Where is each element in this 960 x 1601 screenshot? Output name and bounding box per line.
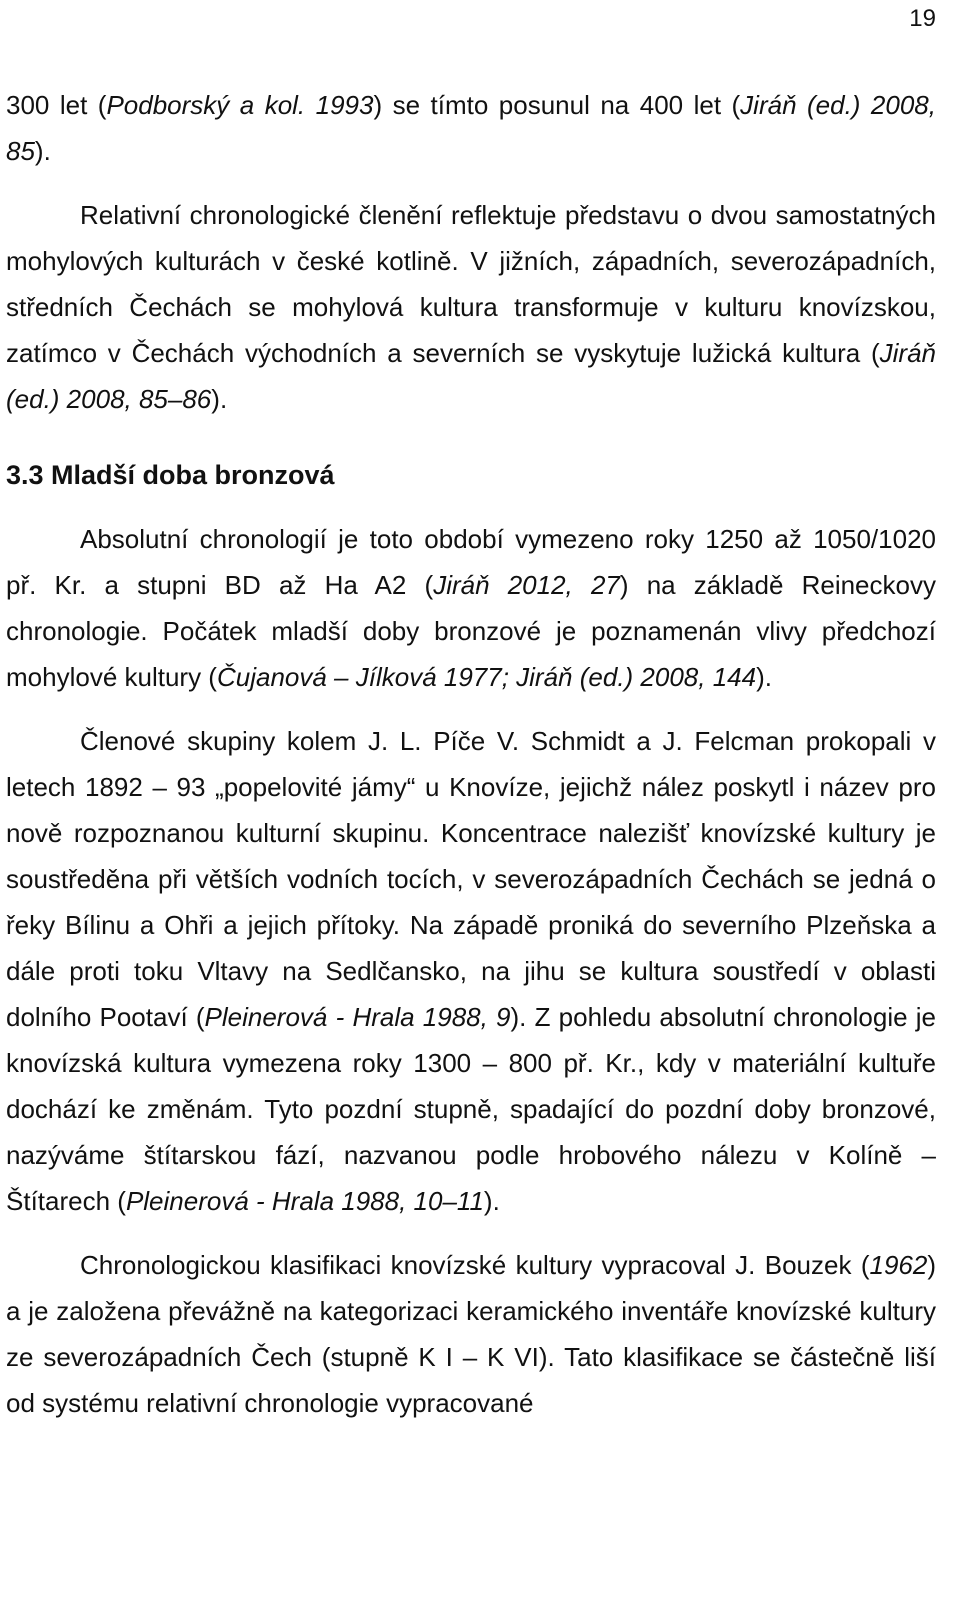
body-text: ) na základě Reineckovy chronologie. Počátek mladší doby bronzové je poznamenán vlivy předchozí mohylové kultury ( — [6, 570, 936, 692]
paragraph — [6, 82, 936, 174]
paragraph — [6, 516, 936, 700]
body-text: ). — [756, 662, 772, 692]
citation-text: Jiráň 2012, 27 — [433, 570, 620, 600]
body-text: Relativní chronologické členění reflektuje představu o dvou samostatných mohylových kulturách v české kotlině. V jižních, západních, severozápadních, středních Čechách se mohylová kultura transformuje v kulturu knovízskou, zatímco v Čechách východních a severních se vyskytuje lužická kultura ( — [6, 200, 936, 368]
body-text: ) se tímto posunul na 400 let ( — [373, 90, 741, 120]
body-text: ) a je založena převážně na kategorizaci keramického inventáře knovízské kultury ze severozápadních Čech (stupně K I – K VI). Tato klasifikace se částečně liší od systému relativní chronologie vypracované — [6, 1250, 936, 1418]
citation-text: 1962 — [869, 1250, 928, 1280]
citation-text: Podborský a kol. 1993 — [106, 90, 374, 120]
body-text: ). — [211, 384, 228, 414]
paragraph — [6, 192, 936, 422]
body-text: ). Z pohledu absolutní chronologie je knovízská kultura vymezena roky 1300 – 800 př. Kr., kdy v materiální kultuře dochází ke změnám. Tyto pozdní stupně, spadající do pozdní doby bronzové, nazýváme štítarskou fází, nazvanou podle hrobového nálezu v Kolíně – Štítarech ( — [6, 1002, 936, 1216]
body-text: 300 let ( — [6, 90, 107, 120]
citation-text: Čujanová – Jílková 1977; Jiráň (ed.) 2008, 144 — [216, 662, 757, 692]
citation-text: Pleinerová - Hrala 1988, 9 — [204, 1002, 511, 1032]
paragraph — [6, 1242, 936, 1426]
page-number: 19 — [909, 5, 936, 32]
body-text: Členové skupiny kolem J. L. Píče V. Schmidt a J. Felcman prokopali v letech 1892 – 93 „popelovité jámy“ u Knovíze, jejichž nález poskytl i název pro nově rozpoznanou kulturní skupinu. Koncentrace nalezišť knovízské kultury je soustředěna při větších vodních tocích, v severozápadních Čechách se jedná o řeky Bílinu a Ohři a jejich přítoky. Na západě proniká do severního Plzeňska a dále proti toku Vltavy na Sedlčansko, na jihu se kultura soustředí v oblasti dolního Pootaví ( — [6, 726, 936, 1032]
body-text: 3.3 Mladší doba bronzová — [6, 460, 335, 490]
citation-text: Jiráň (ed.) 2008, 85 — [6, 90, 936, 166]
paragraph — [6, 718, 936, 1224]
body-text: ). — [483, 1186, 500, 1216]
citation-text: Pleinerová - Hrala 1988, 10–11 — [125, 1186, 484, 1216]
body-text: Chronologickou klasifikaci knovízské kultury vypracoval J. Bouzek ( — [80, 1250, 870, 1280]
section-heading — [6, 452, 936, 498]
body-text: ). — [34, 136, 51, 166]
document-body — [6, 82, 936, 1426]
body-text: Absolutní chronologií je toto období vymezeno roky 1250 až 1050/1020 př. Kr. a stupni BD až Ha A2 ( — [6, 524, 936, 600]
citation-text: Jiráň (ed.) 2008, 85–86 — [6, 338, 936, 414]
